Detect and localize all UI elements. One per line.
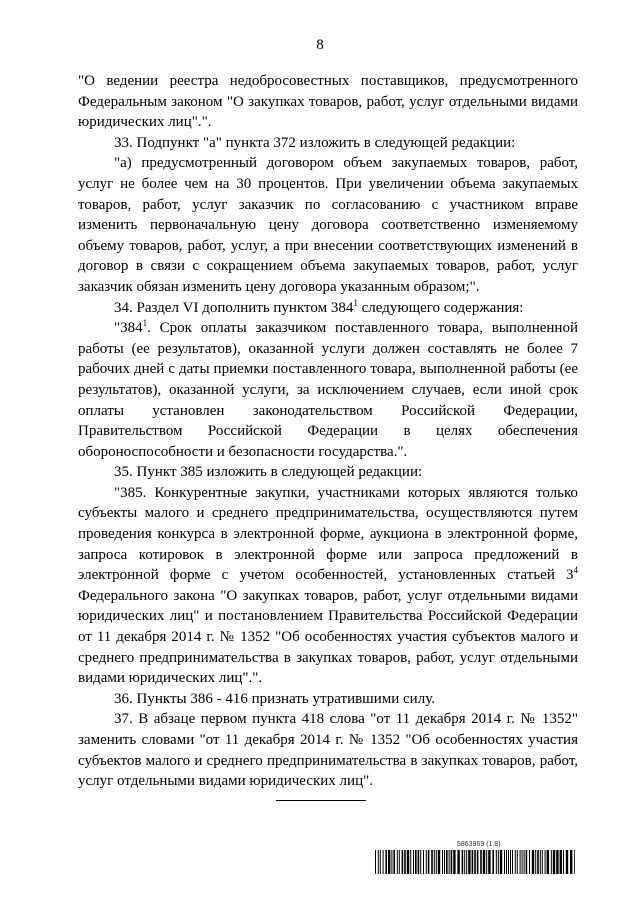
paragraph-p6	[78, 483, 578, 689]
paragraph-text: "385. Конкурентные закупки, участниками которых являются только субъекты малого и среднего предпринимательства, осуществляются путем проведения конкурса в электронной форме, аукциона в электронной форме, запроса котировок в электронной форме или запроса предложений в электронной форме с учетом особенностей, установленных статьей 3	[78, 484, 578, 584]
paragraph-text: Федерального закона "О закупках товаров, работ, услуг отдельными видами юридических лиц" и постановлением Правительства Российской Федерации от 11 декабря 2014 г. № 1352 "Об особенностях участия субъектов малого и среднего предпринимательства в закупках товаров, работ, услуг отдельными видами юридических лиц".".	[78, 587, 578, 687]
document-body	[78, 71, 578, 792]
paragraph-text: "384	[114, 320, 143, 337]
paragraph-p3	[78, 298, 578, 319]
paragraph-text: . Срок оплаты заказчиком поставленного товара, выполненной работы (ее результатов), оказанной услуги должен составлять не более 7 рабочих дней с даты приемки поставленного товара, выполненной работы (ее результатов), оказанной услуги, за исключением случаев, если иной срок оплаты установлен законодательством Российской Федерации, Правительством Российской Федерации в целях обеспечения обороноспособности и безопасности государства.".	[78, 320, 578, 460]
superscript: 1	[142, 318, 148, 329]
footnote-separator	[276, 800, 366, 801]
page-number: 8	[316, 37, 324, 53]
paragraph-p7	[78, 689, 578, 710]
paragraph-text: следующего содержания:	[357, 299, 524, 316]
paragraph-text: 35. Пункт 385 изложить в следующей редакции:	[114, 464, 423, 481]
paragraph-p8	[78, 709, 578, 791]
paragraph-text: "О ведении реестра недобросовестных поставщиков, предусмотренного Федеральным законом "О закупках товаров, работ, услуг отдельными видами юридических лиц".".	[78, 73, 578, 131]
paragraph-text: 34. Раздел VI дополнить пунктом 384	[114, 299, 354, 316]
superscript: 1	[353, 297, 358, 308]
barcode-icon	[375, 850, 575, 874]
paragraph-p1	[78, 133, 578, 154]
paragraph-text: 33. Подпункт "а" пункта 372 изложить в следующей редакции:	[114, 134, 516, 151]
paragraph-p4	[78, 318, 578, 462]
paragraph-p2	[78, 153, 578, 297]
paragraph-p0	[78, 71, 578, 133]
superscript: 4	[573, 565, 578, 576]
paragraph-text: 37. В абзаце первом пункта 418 слова "от 11 декабря 2014 г. № 1352" заменить словами "от 11 декабря 2014 г. № 1352 "Об особенностях участия субъектов малого и среднего предпринимательства в закупках товаров, работ, услуг отдельными видами юридических лиц".	[78, 711, 578, 790]
paragraph-p5	[78, 462, 578, 483]
barcode-caption: 5863969 (1.8)	[457, 841, 501, 848]
paragraph-text: "а) предусмотренный договором объем закупаемых товаров, работ, услуг не более чем на 30 процентов. При увеличении объема закупаемых товаров, работ, услуг заказчик по согласованию с участником вправе изменить первоначальную цену договора соответственно изменяемому объему товаров, работ, услуг, а при внесении соответствующих изменений в договор в связи с сокращением объема закупаемых товаров, работ, услуг заказчик обязан изменить цену договора указанным образом;".	[78, 155, 578, 295]
paragraph-text: 36. Пункты 386 - 416 признать утратившими силу.	[114, 690, 435, 707]
